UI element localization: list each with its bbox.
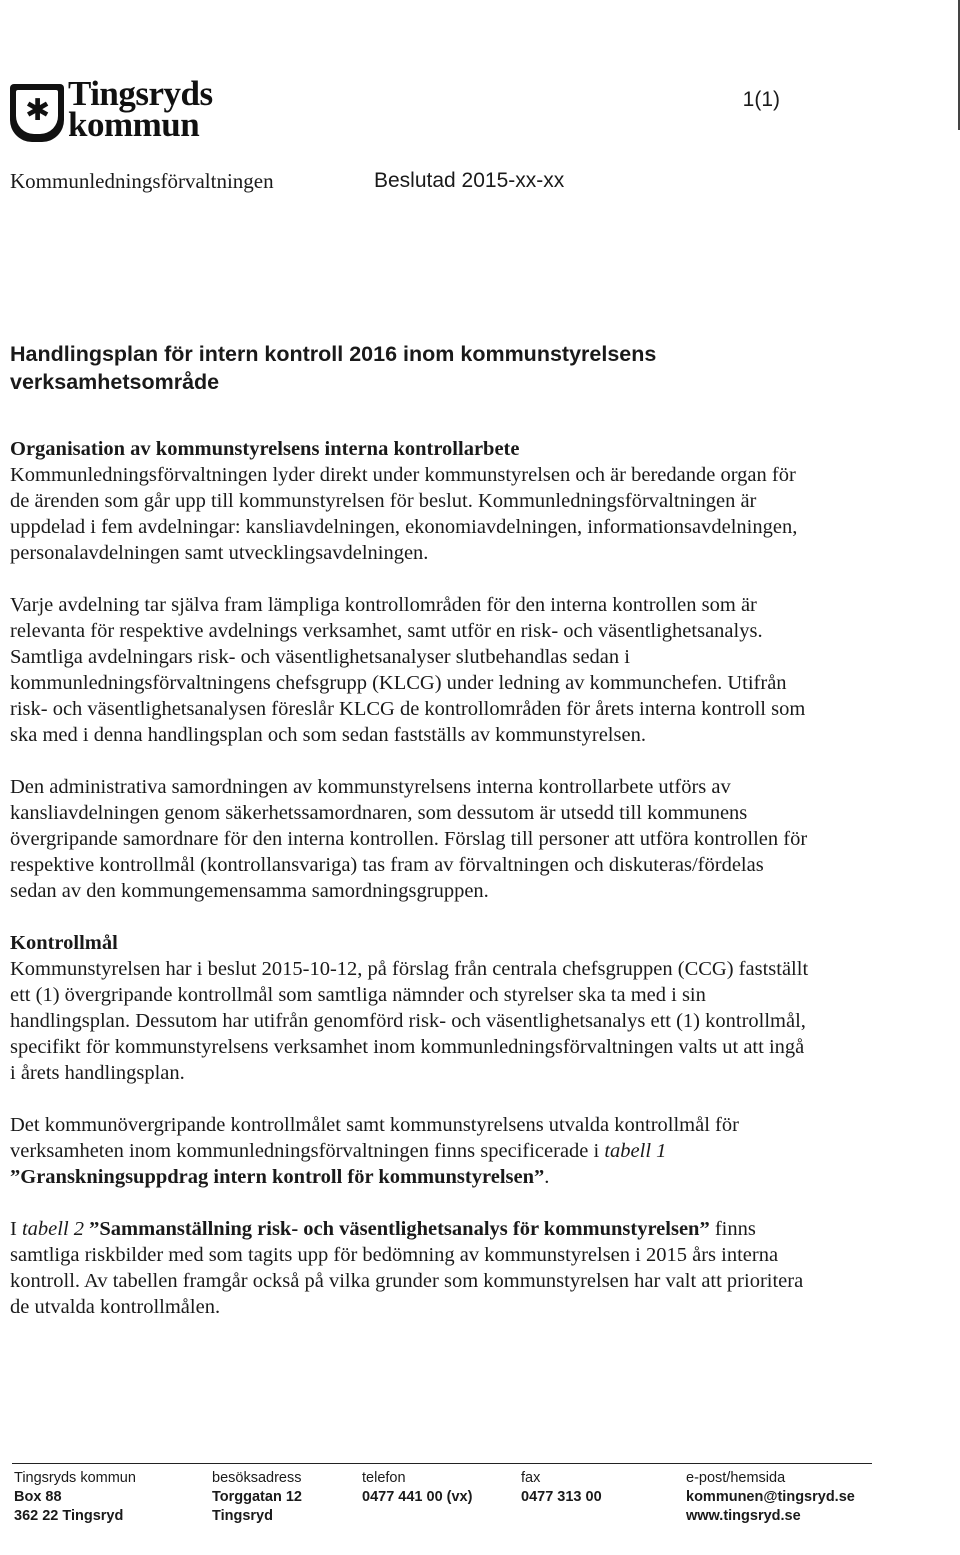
email-link[interactable]: kommunen@tingsryd.se bbox=[686, 1489, 855, 1505]
decision-date: Beslutad 2015-xx-xx bbox=[374, 169, 565, 192]
table-reference: tabell 2 bbox=[21, 1218, 85, 1240]
organisation-name: Kommunledningsförvaltningen bbox=[10, 169, 274, 193]
section-heading-kontrollmal: Kontrollmål bbox=[10, 932, 118, 954]
paragraph: Kommunledningsförvaltningen lyder direkt under kommunstyrelsen och är beredande organ för de ärenden som går upp till kommunstyrelsen för beslut. Kommunledningsförvaltningen är uppdelad i fem avdelningar: kansliavdelningen, ekonomiavdelningen, informationsavdelningen, personalavdelningen samt utvecklingsavdelningen. bbox=[10, 464, 798, 564]
logo-text: Tingsryds kommun bbox=[68, 74, 213, 144]
table-name: ”Sammanställning risk- och väsentlighetsanalys för kommunstyrelsen” bbox=[84, 1218, 710, 1240]
footer-fax: fax 0477 313 00 bbox=[521, 1470, 602, 1505]
paragraph: I tabell 2 ”Sammanställning risk- och väsentlighetsanalys för kommunstyrelsen” finns samtliga riskbilder med som tagits upp för bedömning av kommunstyrelsen i 2015 års interna kontroll. Av tabellen framgår också på vilka grunder som kommunstyrelsen har valt att prioritera de utvalda kontrollmålen. bbox=[10, 1218, 804, 1318]
paragraph: Varje avdelning tar själva fram lämpliga kontrollområden för den interna kontrollen som är relevanta för respektive avdelnings verksamhet, samt utför en risk- och väsentlighetsanalys. Samtliga avdelningars risk- och väsentlighetsanalyser slutbehandlas sedan i kommunledningsförvaltningens chefsgrupp (KLCG) under ledning av kommunchefen. Utifrån risk- och väsentlighetsanalysen föreslår KLCG de kontrollområden för årets interna kontroll som ska med i denna handlingsplan och som sedan fastställs av kommunstyrelsen. bbox=[10, 594, 806, 746]
footer-visiting-address: besöksadress Torggatan 12 Tingsryd bbox=[212, 1470, 302, 1524]
document-title: Handlingsplan för intern kontroll 2016 inom kommunstyrelsens verksamhetsområde bbox=[10, 342, 657, 394]
paragraph: Kommunstyrelsen har i beslut 2015-10-12, på förslag från centrala chefsgruppen (CCG) fastställt ett (1) övergripande kontrollmål som samtliga nämnder och styrelser ska ta med i sin handlingsplan. Dessutom har utifrån genomförd risk- och väsentlighetsanalys ett (1) kontrollmål, specifikt för kommunstyrelsens verksamhet inom kommunledningsförvaltningen valts ut att ingå i årets handlingsplan. bbox=[10, 958, 809, 1084]
section-heading-organisation: Organisation av kommunstyrelsens interna kontrollarbete bbox=[10, 438, 520, 460]
website-link[interactable]: www.tingsryd.se bbox=[686, 1508, 801, 1524]
shield-icon: ✱ bbox=[10, 84, 64, 142]
page-number: 1(1) bbox=[742, 88, 780, 111]
footer-email-web: e-post/hemsida kommunen@tingsryd.se www.tingsryd.se bbox=[686, 1470, 855, 1524]
paragraph: Det kommunövergripande kontrollmålet samt kommunstyrelsens utvalda kontrollmål för verksamheten inom kommunledningsförvaltningen finns specificerade i tabell 1 ”Granskningsuppdrag intern kontroll för kommunstyrelsen”. bbox=[10, 1114, 739, 1188]
paragraph: Den administrativa samordningen av kommunstyrelsens interna kontrollarbete utförs av kansliavdelningen genom säkerhetssamordnaren, som dessutom är utsedd till kommunens övergripande samordnare för den interna kontrollen. Förslag till personer att utföra kontrollen för respektive kontrollmål (kontrollansvariga) tas fram av förvaltningen och diskuteras/fördelas sedan av den kommungemensamma samordningsgruppen. bbox=[10, 776, 808, 902]
document-body bbox=[10, 436, 810, 1346]
footer-phone: telefon 0477 441 00 (vx) bbox=[362, 1470, 473, 1505]
municipality-logo bbox=[10, 74, 240, 154]
table-reference: tabell 1 bbox=[604, 1140, 667, 1162]
table-name: ”Granskningsuppdrag intern kontroll för kommunstyrelsen” bbox=[10, 1166, 545, 1188]
footer-divider bbox=[12, 1463, 872, 1464]
footer-address: Tingsryds kommun Box 88 362 22 Tingsryd bbox=[14, 1470, 136, 1524]
